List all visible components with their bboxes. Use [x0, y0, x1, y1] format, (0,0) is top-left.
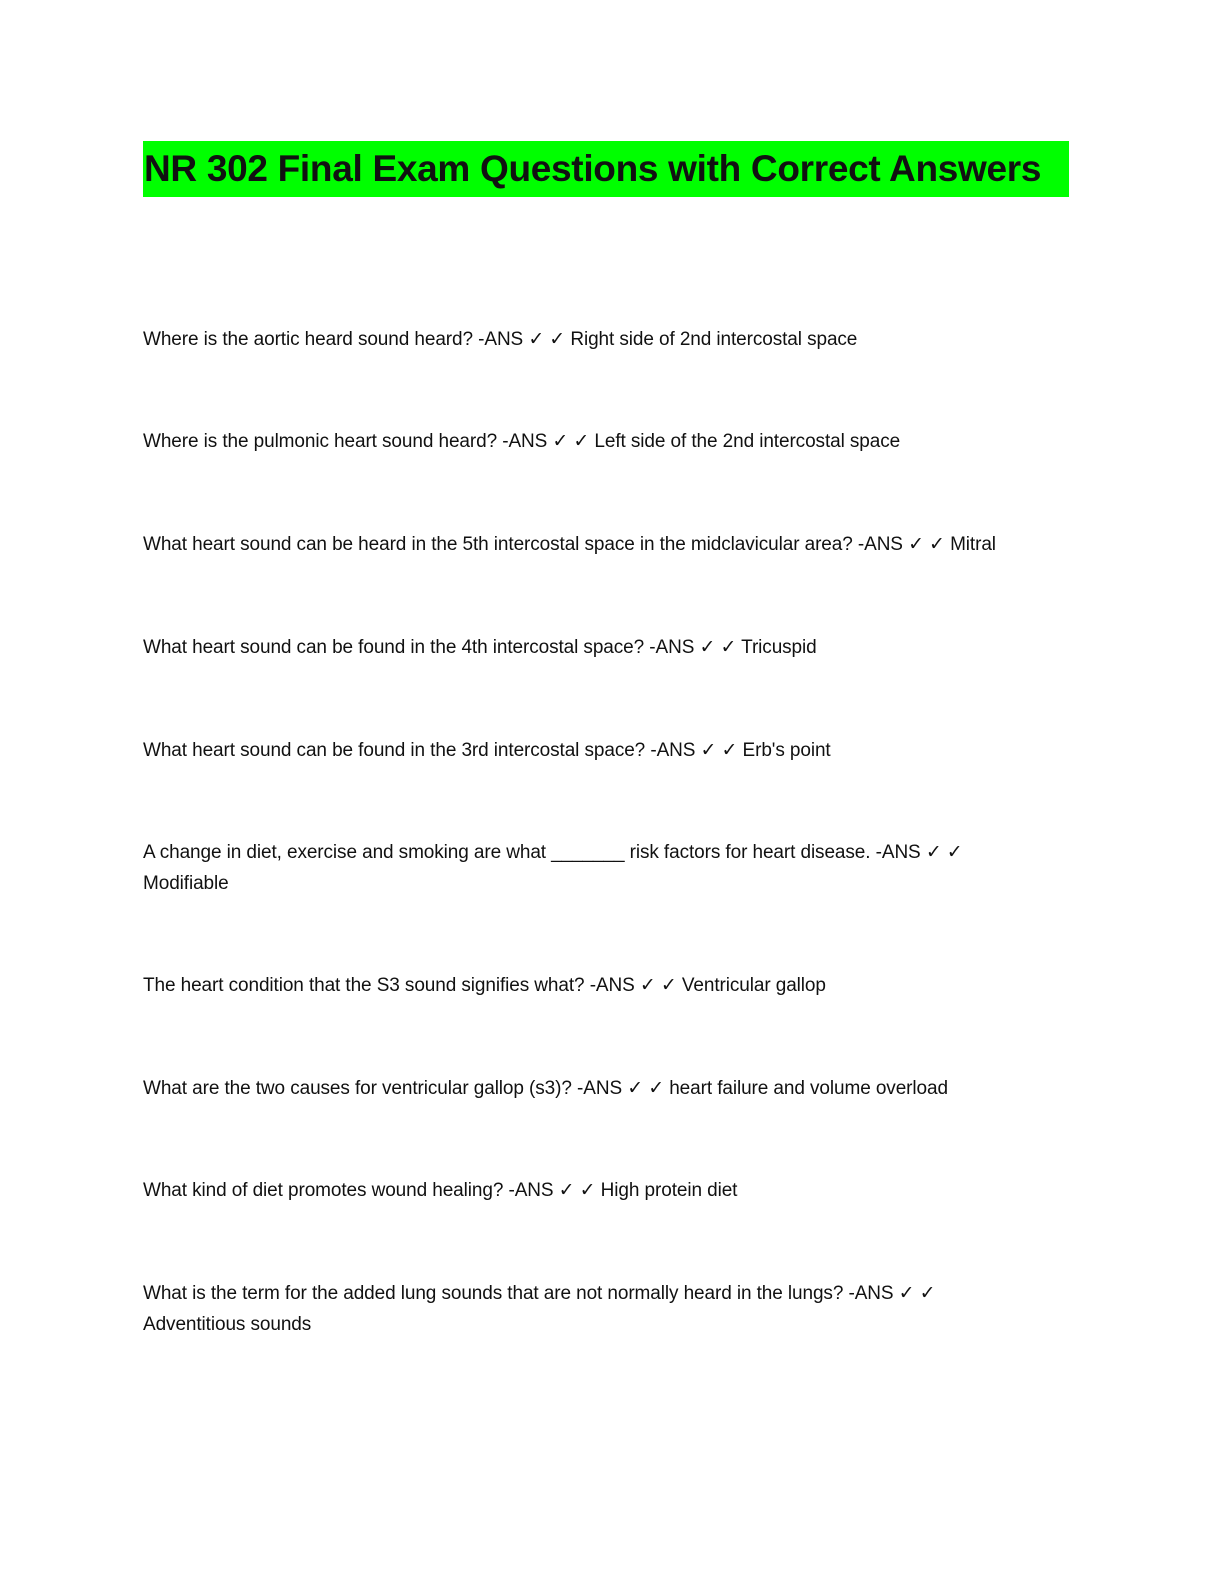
answer-separator: -ANS ✓ ✓ — [589, 975, 677, 996]
answer-separator: -ANS ✓ ✓ — [857, 534, 945, 555]
question-text: What heart sound can be found in the 3rd intercostal space? — [143, 740, 646, 761]
answer-text: Modifiable — [143, 873, 229, 894]
qa-item-1 — [143, 324, 1083, 355]
qa-item-2 — [143, 426, 1083, 457]
answer-separator: -ANS ✓ ✓ — [848, 1283, 936, 1304]
answer-text: Tricuspid — [741, 637, 817, 658]
qa-item-4 — [143, 632, 1083, 663]
question-text: A change in diet, exercise and smoking are what _______ risk factors for heart disease. — [143, 842, 871, 863]
question-text: What heart sound can be heard in the 5th intercostal space in the midclavicular area? — [143, 534, 853, 555]
answer-text: Right side of 2nd intercostal space — [570, 329, 858, 350]
question-text: What is the term for the added lung sounds that are not normally heard in the lungs? — [143, 1283, 844, 1304]
answer-text: Erb's point — [742, 740, 831, 761]
qa-item-9 — [143, 1175, 1083, 1206]
answer-text: heart failure and volume overload — [669, 1078, 948, 1099]
answer-separator: -ANS ✓ ✓ — [502, 431, 590, 452]
answer-separator: -ANS ✓ ✓ — [508, 1180, 596, 1201]
answer-separator: -ANS ✓ ✓ — [649, 637, 737, 658]
qa-item-10 — [143, 1278, 1023, 1340]
question-text: Where is the pulmonic heart sound heard? — [143, 431, 498, 452]
question-text: What are the two causes for ventricular gallop (s3)? — [143, 1078, 572, 1099]
qa-item-6 — [143, 837, 1023, 899]
answer-separator: -ANS ✓ ✓ — [478, 329, 566, 350]
qa-item-8 — [143, 1073, 1083, 1104]
answer-separator: -ANS ✓ ✓ — [875, 842, 963, 863]
question-text: What heart sound can be found in the 4th intercostal space? — [143, 637, 645, 658]
question-text: Where is the aortic heard sound heard? — [143, 329, 473, 350]
answer-separator: -ANS ✓ ✓ — [650, 740, 738, 761]
answer-text: Adventitious sounds — [143, 1314, 312, 1335]
qa-item-5 — [143, 735, 1083, 766]
answer-text: Left side of the 2nd intercostal space — [594, 431, 901, 452]
answer-text: Ventricular gallop — [681, 975, 826, 996]
answer-separator: -ANS ✓ ✓ — [577, 1078, 665, 1099]
answer-text: High protein diet — [600, 1180, 738, 1201]
qa-item-3 — [143, 529, 1083, 560]
question-text: The heart condition that the S3 sound signifies what? — [143, 975, 585, 996]
document-title: NR 302 Final Exam Questions with Correct Answers — [143, 141, 1069, 197]
question-text: What kind of diet promotes wound healing? — [143, 1180, 504, 1201]
qa-item-7 — [143, 970, 1083, 1001]
answer-text: Mitral — [950, 534, 996, 555]
